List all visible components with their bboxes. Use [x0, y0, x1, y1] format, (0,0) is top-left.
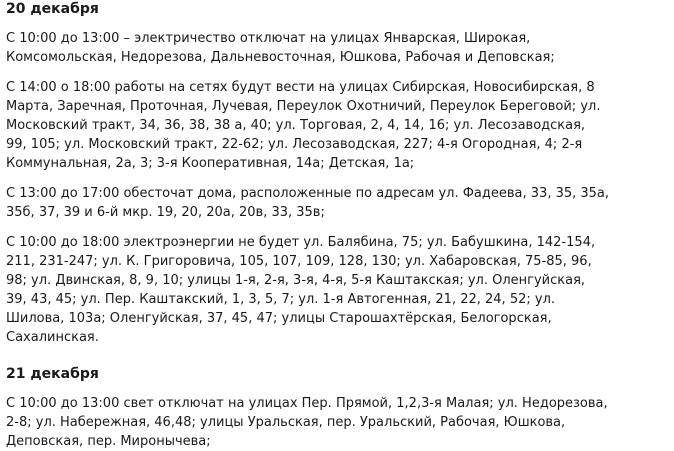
outage-notice-paragraph: С 10:00 до 13:00 свет отключат на улицах Пер. Прямой, 1,2,3-я Малая; ул. Недорезова, 2-8; ул. Набережная, 46,48; улицы Уральская, пер. Уральский, Рабочая, Юшкова, Деповская, пер. Миронычева; — [6, 396, 608, 449]
outage-notice-paragraph: С 10:00 до 13:00 – электричество отключат на улицах Январская, Широкая, Комсомольская, Недорезова, Дальневосточная, Юшкова, Рабочая и Деповская; — [6, 31, 555, 65]
outage-notice-paragraph: С 14:00 о 18:00 работы на сетях будут вести на улицах Сибирская, Новосибирская, 8 Марта, Заречная, Проточная, Лучевая, Переулок Охотничий, Переулок Береговой; ул. Московский тракт, 34, 36, 38, 38 а, 40; ул. Торговая, 2, 4, 14, 16; ул. Лесозаводская, 99, 105; ул. Московский тракт, 22-62; ул. Лесозаводская, 227; 4-я Огородная, 4; 2-я Коммунальная, 2а, 3; 3-я Кооперативная, 14а; Детская, 1а; — [6, 80, 601, 171]
outage-notice-paragraph: С 10:00 до 18:00 электроэнергии не будет ул. Балябина, 75; ул. Бабушкина, 142-154, 211, 231-247; ул. К. Григоровича, 105, 107, 109, 128, 130; ул. Хабаровская, 75-85, 96, 98; ул. Двинская, 8, 9, 10; улицы 1-я, 2-я, 3-я, 4-я, 5-я Каштакская; ул. Оленгуйская, 39, 43, 45; ул. Пер. Каштакский, 1, 3, 5, 7; ул. 1-я Автогенная, 21, 22, 24, 52; ул. Шилова, 103а; Оленгуйская, 37, 45, 47; улицы Старошахтёрская, Белогорская, Сахалинская. — [6, 235, 596, 345]
date-heading-20-dec: 20 декабря — [6, 1, 99, 17]
outage-notice-paragraph: С 13:00 до 17:00 обесточат дома, расположенные по адресам ул. Фадеева, 33, 35, 35а, 35б, 37, 39 и 6-й мкр. 19, 20, 20а, 20в, 33, 35в; — [6, 186, 610, 220]
article-body — [6, 0, 670, 451]
date-heading-21-dec: 21 декабря — [6, 366, 99, 382]
